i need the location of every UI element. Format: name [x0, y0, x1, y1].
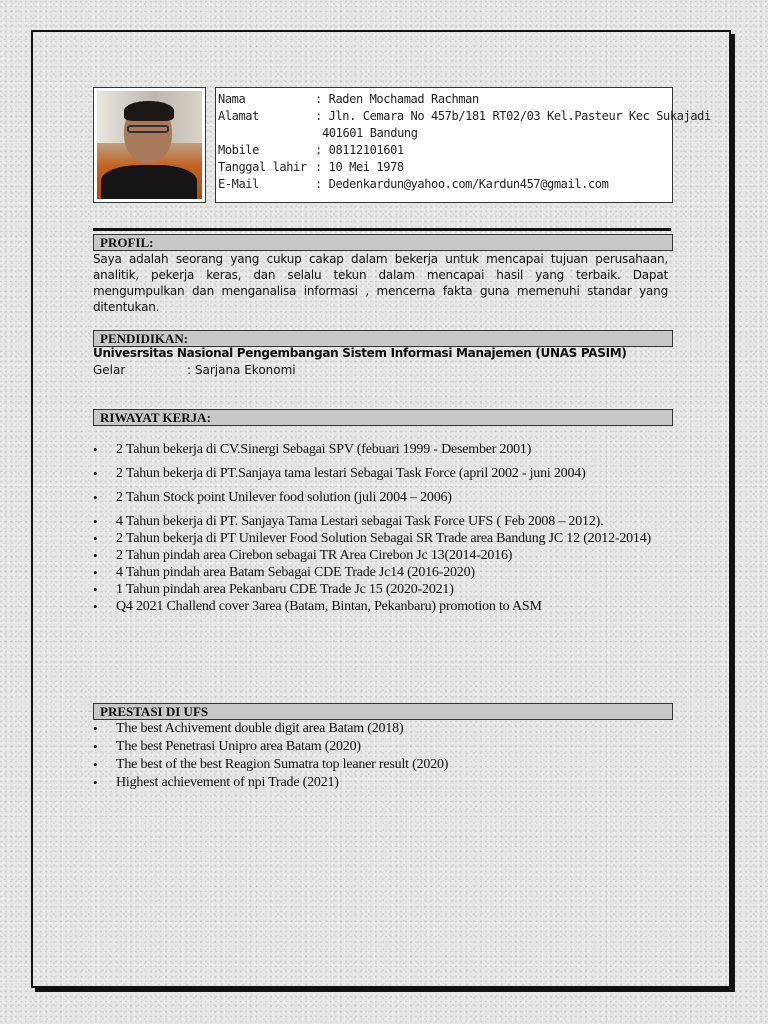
list-item	[93, 547, 653, 564]
info-label: Tanggal lahir	[218, 160, 307, 174]
degree-value: : Sarjana Ekonomi	[187, 363, 296, 377]
info-value: : 08112101601	[315, 143, 404, 157]
achievements-list	[93, 720, 653, 792]
bullet-icon: •	[93, 739, 98, 754]
list-item	[93, 564, 653, 581]
list-item-text: The best Achivement double digit area Batam (2018)	[116, 721, 404, 736]
header-divider	[93, 228, 671, 231]
education-degree	[93, 363, 296, 377]
info-row-mobile	[218, 142, 672, 159]
list-item-text: 2 Tahun Stock point Unilever food solution (juli 2004 – 2006)	[116, 490, 452, 505]
list-item-text: 2 Tahun bekerja di PT.Sanjaya tama lestari Sebagai Task Force (april 2002 - juni 2004)	[116, 466, 586, 481]
bullet-icon: •	[93, 548, 98, 563]
info-row-alamat	[218, 108, 711, 125]
bullet-icon: •	[93, 757, 98, 772]
list-item-text: The best of the best Reagion Sumatra top leaner result (2020)	[116, 757, 449, 772]
list-item	[93, 465, 653, 482]
info-row-alamat-cont	[218, 125, 672, 142]
bullet-icon: •	[93, 721, 98, 736]
list-item	[93, 513, 653, 530]
list-item-text: Highest achievement of npi Trade (2021)	[116, 775, 339, 790]
info-row-tanggal-lahir	[218, 159, 672, 176]
info-value: : Dedenkardun@yahoo.com/Kardun457@gmail.com	[315, 177, 609, 191]
bullet-icon: •	[93, 490, 98, 505]
education-institution: Univesrsitas Nasional Pengembangan Sistem Informasi Manajemen (UNAS PASIM)	[93, 346, 627, 360]
info-value: : Raden Mochamad Rachman	[315, 92, 479, 106]
info-label: Mobile	[218, 143, 259, 157]
bullet-icon: •	[93, 531, 98, 546]
profil-text: Saya adalah seorang yang cukup cakap dalam bekerja untuk mencapai tujuan perusahaan, analitik, pekerja keras, dan selalu tekun dalam mencapai hasil yang terbaik. Dapat mengumpulkan dan menganalisa informasi , mencerna fakta guna memenuhi standar yang ditentukan.	[93, 252, 668, 314]
list-item	[93, 530, 653, 547]
info-value: 401601 Bandung	[322, 126, 418, 140]
section-heading-pendidikan: PENDIDIKAN:	[93, 330, 673, 347]
list-item	[93, 720, 653, 738]
bullet-icon: •	[93, 514, 98, 529]
list-item-text: 4 Tahun pindah area Batam Sebagai CDE Trade Jc14 (2016-2020)	[116, 565, 475, 580]
section-heading-prestasi: PRESTASI DI UFS	[93, 703, 673, 720]
list-item	[93, 581, 653, 598]
profile-photo	[93, 87, 206, 203]
bullet-icon: •	[93, 582, 98, 597]
bullet-icon: •	[93, 466, 98, 481]
list-item	[93, 738, 653, 756]
bullet-icon: •	[93, 775, 98, 790]
list-item-text: Q4 2021 Challend cover 3area (Batam, Bintan, Pekanbaru) promotion to ASM	[116, 599, 542, 614]
list-item	[93, 598, 653, 615]
list-item-text: 2 Tahun bekerja di CV.Sinergi Sebagai SPV (febuari 1999 - Desember 2001)	[116, 442, 532, 457]
list-item	[93, 489, 653, 506]
info-row-nama	[218, 91, 672, 108]
list-item-text: The best Penetrasi Unipro area Batam (2020)	[116, 739, 361, 754]
list-item	[93, 441, 653, 458]
bullet-icon: •	[93, 442, 98, 457]
work-history-list	[93, 441, 653, 615]
list-item	[93, 756, 653, 774]
info-label: Alamat	[218, 109, 259, 123]
section-heading-profil: PROFIL:	[93, 234, 673, 251]
list-item-text: 2 Tahun pindah area Cirebon sebagai TR Area Cirebon Jc 13(2014-2016)	[116, 548, 513, 563]
list-item-text: 2 Tahun bekerja di PT Unilever Food Solution Sebagai SR Trade area Bandung JC 12 (2012-2014)	[116, 531, 651, 546]
list-item	[93, 774, 653, 792]
info-label: E-Mail	[218, 177, 259, 191]
bullet-icon: •	[93, 565, 98, 580]
section-heading-riwayat: RIWAYAT KERJA:	[93, 409, 673, 426]
bullet-icon: •	[93, 599, 98, 614]
list-item-text: 4 Tahun bekerja di PT. Sanjaya Tama Lestari sebagai Task Force UFS ( Feb 2008 – 2012).	[116, 514, 604, 529]
list-item-text: 1 Tahun pindah area Pekanbaru CDE Trade Jc 15 (2020-2021)	[116, 582, 454, 597]
info-value: : 10 Mei 1978	[315, 160, 404, 174]
personal-info-box	[215, 87, 711, 203]
info-label: Nama	[218, 92, 246, 106]
degree-label: Gelar	[93, 363, 126, 377]
info-value: : Jln. Cemara No 457b/181 RT02/03 Kel.Pasteur Kec Sukajadi	[315, 109, 711, 123]
info-row-email	[218, 176, 672, 193]
